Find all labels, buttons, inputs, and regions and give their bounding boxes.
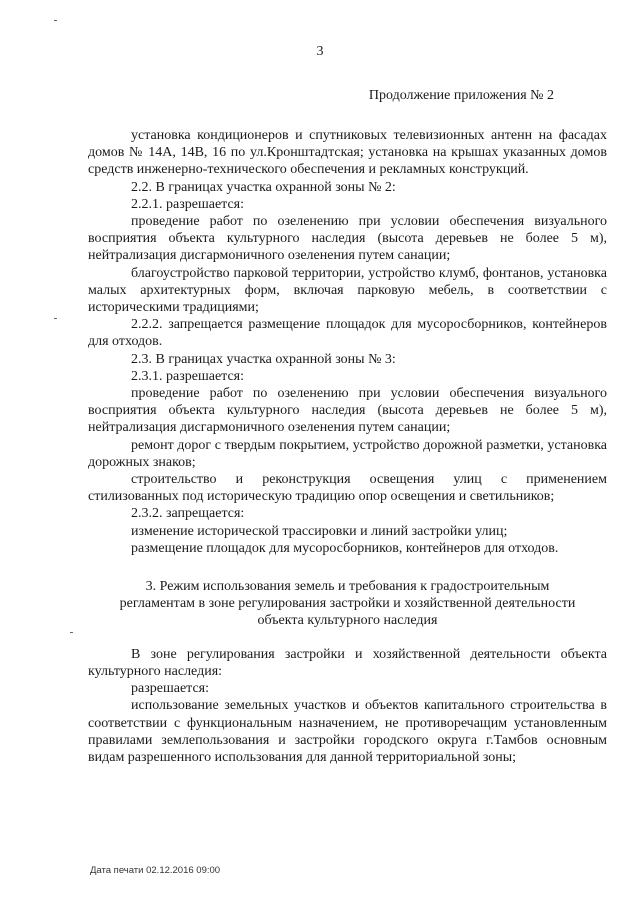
paragraph: 2.2.2. запрещается размещение площадок для мусоросборников, контейнеров для отходов.	[88, 317, 607, 350]
page-number: 3	[316, 44, 324, 59]
paragraph: изменение исторической трассировки и линий застройки улиц;	[131, 523, 508, 539]
scan-mark	[54, 20, 57, 21]
section-title-line: 3. Режим использования земель и требования к градостроительным	[145, 579, 550, 595]
print-date: Дата печати 02.12.2016 09:00	[90, 865, 221, 876]
paragraph: разрешается:	[131, 681, 209, 697]
section-title-line: регламентам в зоне регулирования застройки и хозяйственной деятельности	[119, 596, 576, 612]
paragraph: 2.3.1. разрешается:	[131, 368, 244, 384]
scan-mark	[54, 318, 57, 319]
paragraph: ремонт дорог с твердым покрытием, устройство дорожной разметки, установка дорожных знаков;	[88, 437, 607, 470]
paragraph: строительство и реконструкция освещения улиц с применением стилизованных под историческую традицию опор освещения и светильников;	[88, 472, 607, 505]
appendix-label: Продолжение приложения № 2	[368, 88, 554, 103]
paragraph: установка кондиционеров и спутниковых телевизионных антенн на фасадах домов № 14А, 14В, 16 по ул.Кронштадтская; установка на крышах указанных домов средств инженерно-технического обеспечения и рекламных конструкций.	[88, 128, 607, 178]
section-title	[88, 578, 607, 630]
paragraph: В зоне регулирования застройки и хозяйственной деятельности объекта культурного наследия:	[88, 646, 607, 679]
paragraph: 2.3.2. запрещается:	[131, 506, 245, 522]
paragraph: проведение работ по озеленению при условии обеспечения визуального восприятия объекта культурного наследия (высота деревьев не более 5 м), нейтрализация дисгармоничного озеленения путем санации;	[88, 214, 607, 264]
document-body	[88, 127, 607, 766]
paragraph: 2.2. В границах участка охранной зоны № 2:	[131, 179, 396, 195]
paragraph: 2.3. В границах участка охранной зоны № 3:	[131, 351, 396, 367]
paragraph: проведение работ по озеленению при условии обеспечения визуального восприятия объекта культурного наследия (высота деревьев не более 5 м), нейтрализация дисгармоничного озеленения путем санации;	[88, 386, 607, 436]
paragraph: 2.2.1. разрешается:	[131, 196, 244, 212]
paragraph: размещение площадок для мусоросборников, контейнеров для отходов.	[131, 540, 559, 556]
paragraph: использование земельных участков и объектов капитального строительства в соответствии с функциональным назначением, не противоречащим установленным правилами землепользования и застройки городского округа г.Тамбов основным видам разрешенного использования для данной территориальной зоны;	[88, 698, 607, 765]
paragraph: благоустройство парковой территории, устройство клумб, фонтанов, установка малых архитектурных форм, включая парковую мебель, в соответствии с историческими традициями;	[88, 265, 607, 316]
section-title-line: объекта культурного наследия	[257, 613, 438, 629]
scan-mark	[70, 632, 73, 633]
